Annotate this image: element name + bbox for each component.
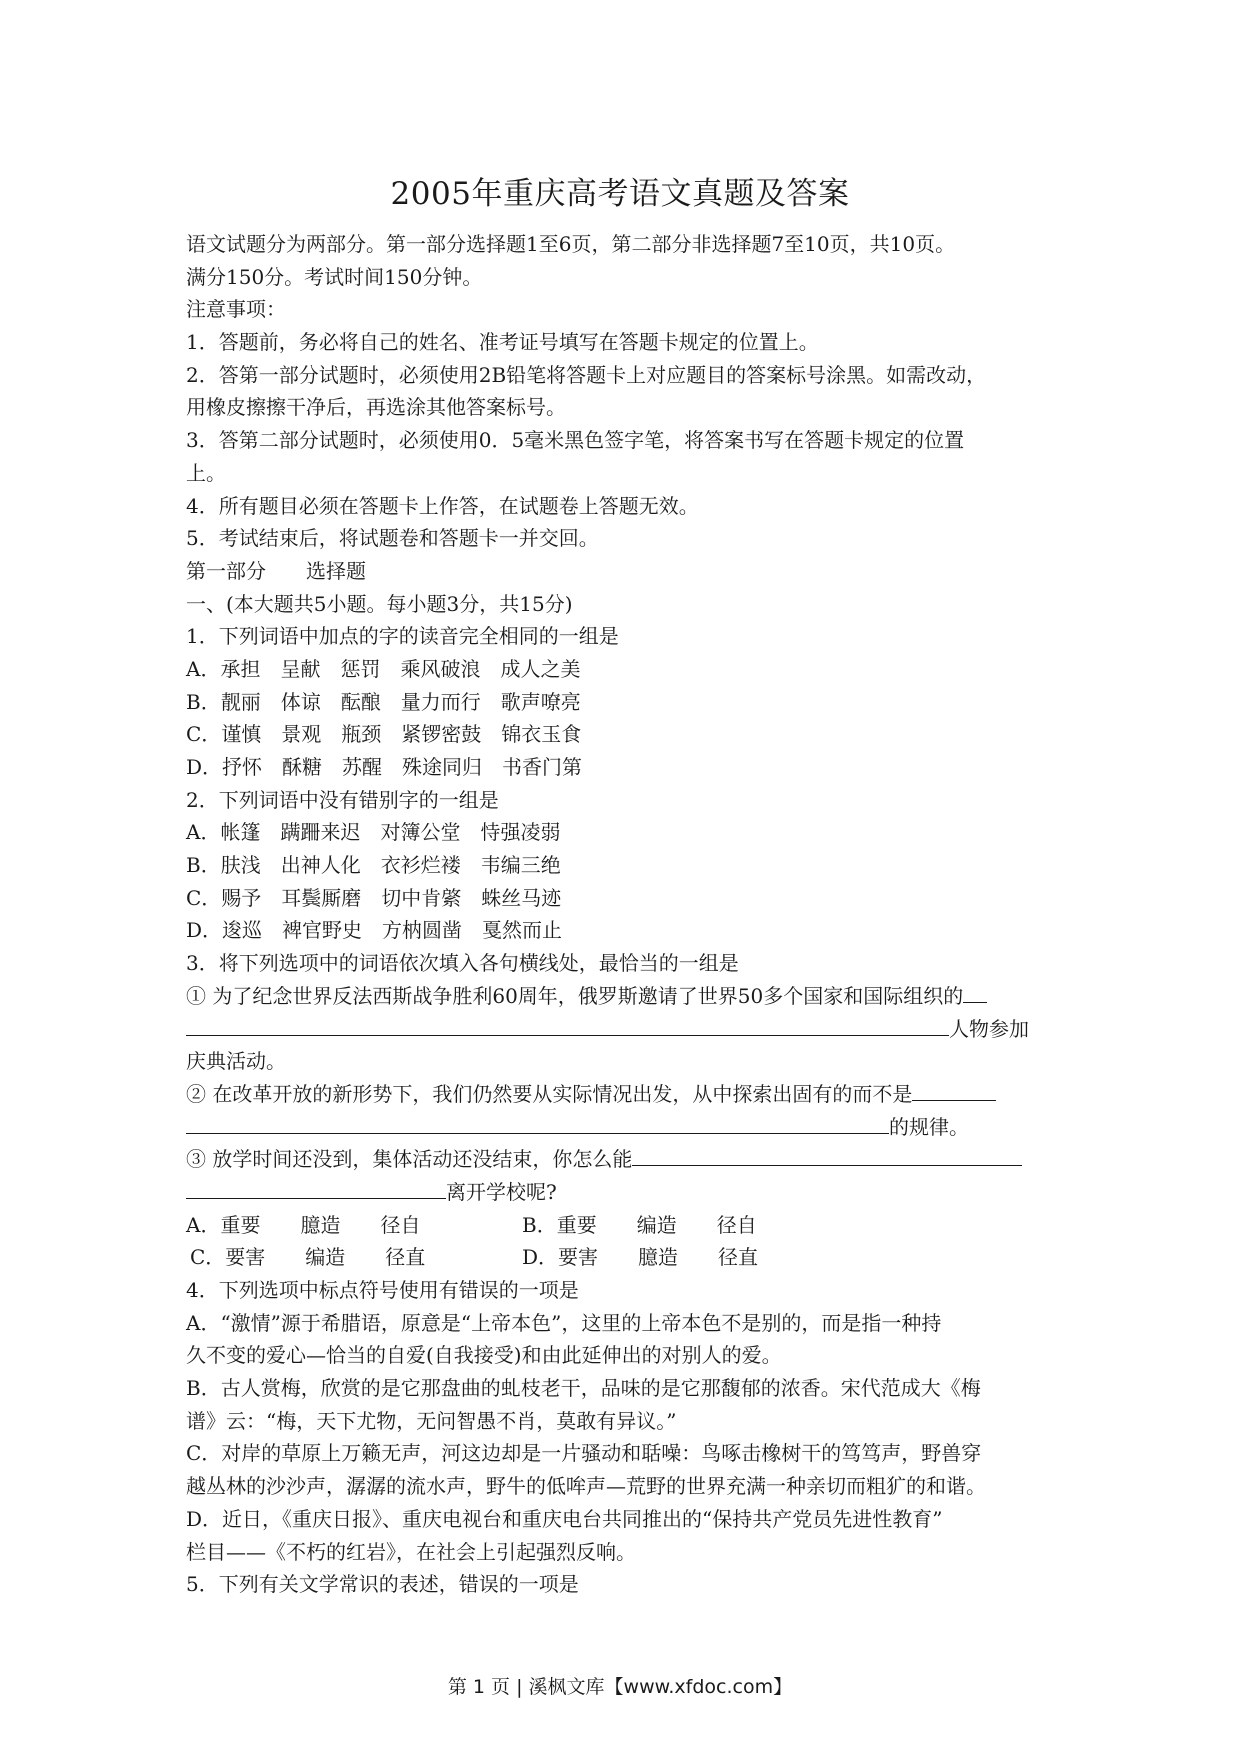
- question-4-option-d-cont: 栏目——《不朽的红岩》，在社会上引起强烈反响。: [186, 1539, 636, 1564]
- notice-item-4: 4．所有题目必须在答题卡上作答，在试题卷上答题无效。: [186, 493, 699, 518]
- intro-line-1: 语文试题分为两部分。第一部分选择题1至6页，第二部分非选择题7至10页，共10页。: [186, 232, 956, 256]
- question-1-option-b: B．靓丽 体谅 酝酿 量力而行 歌声嘹亮: [186, 689, 581, 714]
- question-3-options-row-1: [186, 1209, 1076, 1242]
- document-body: [186, 228, 1076, 1601]
- notice-item-3: 3．答第二部分试题时，必须使用0．5毫米黑色签字笔，将答案书写在答题卡规定的位置: [186, 428, 965, 453]
- question-3-sentence-3-cont: [186, 1176, 1076, 1209]
- question-3-stem: 3．将下列选项中的词语依次填入各句横线处，最恰当的一组是: [186, 951, 739, 976]
- question-3-sentence-1-end: 庆典活动。: [186, 1049, 286, 1074]
- question-1-option-c: C．谨慎 景观 瓶颈 紧锣密鼓 锦衣玉食: [186, 722, 582, 747]
- fill-blank-2a: [912, 1078, 996, 1101]
- question-4-option-b-cont: 谱》云：“梅，天下尤物，无问智愚不肖，莫敢有异议。”: [186, 1408, 677, 1433]
- notice-item-2: 2．答第一部分试题时，必须使用2B铅笔将答题卡上对应题目的答案标号涂黑。如需改动，: [186, 362, 987, 387]
- question-1-stem: 1．下列词语中加点的字的读音完全相同的一组是: [186, 624, 619, 649]
- question-4-option-d: D．近日，《重庆日报》、重庆电视台和重庆电台共同推出的“保持共产党员先进性教育”: [186, 1506, 943, 1531]
- notice-item-1: 1．答题前，务必将自己的姓名、准考证号填写在答题卡规定的位置上。: [186, 330, 819, 355]
- question-3-sentence-1: [186, 980, 1076, 1013]
- sentence-1-text: ① 为了纪念世界反法西斯战争胜利60周年，俄罗斯邀请了世界50多个国家和国际组织的: [186, 983, 964, 1008]
- question-2-option-c: C．赐予 耳鬓厮磨 切中肯綮 蛛丝马迹: [186, 885, 562, 910]
- question-3-sentence-1-cont: [186, 1013, 1076, 1046]
- intro-line-2: 满分150分。考试时间150分钟。: [186, 264, 483, 289]
- question-3-sentence-2-cont: [186, 1111, 1076, 1144]
- notice-item-2-cont: 用橡皮擦擦干净后，再选涂其他答案标号。: [186, 395, 566, 420]
- question-3-option-c: C．要害 编造 径直: [190, 1245, 426, 1270]
- question-1-option-d: D．抒怀 酥糖 苏醒 殊途同归 书香门第: [186, 755, 583, 779]
- notice-item-3-cont: 上。: [186, 460, 226, 485]
- page-title: 2005年重庆高考语文真题及答案: [390, 176, 850, 212]
- notice-heading: 注意事项：: [186, 297, 286, 322]
- page-footer: 第 1 页 | 溪枫文库【www.xfdoc.com】: [447, 1676, 793, 1698]
- section-heading: 一、(本大题共5小题。每小题3分，共15分): [186, 591, 573, 616]
- question-4-option-a: A．“激情”源于希腊语，原意是“上帝本色”，这里的上帝本色不是别的，而是指一种持: [186, 1310, 942, 1335]
- question-2-option-a: A．帐篷 蹒跚来迟 对簿公堂 恃强凌弱: [186, 820, 561, 845]
- notice-item-5: 5．考试结束后，将试题卷和答题卡一并交回。: [186, 526, 599, 551]
- question-4-option-c-cont: 越丛林的沙沙声，潺潺的流水声，野牛的低哞声—荒野的世界充满一种亲切而粗犷的和谐。: [186, 1474, 986, 1499]
- question-4-option-b: B．古人赏梅，欣赏的是它那盘曲的虬枝老干，品味的是它那馥郁的浓香。宋代范成大《梅: [186, 1376, 981, 1401]
- part-heading: 第一部分 选择题: [186, 558, 366, 583]
- sentence-3-tail: 离开学校呢?: [446, 1179, 557, 1204]
- question-3-sentence-3: [186, 1143, 1076, 1176]
- question-3-option-b: B．重要 编造 径自: [522, 1212, 757, 1237]
- fill-blank-2b: [186, 1111, 889, 1134]
- question-3-option-d: D．要害 臆造 径直: [522, 1245, 759, 1270]
- question-1-option-a: A．承担 呈献 惩罚 乘风破浪 成人之美: [186, 656, 581, 681]
- sentence-1-tail: 人物参加: [949, 1016, 1029, 1041]
- sentence-2-tail: 的规律。: [889, 1114, 969, 1139]
- question-3-option-a: A．重要 臆造 径自: [186, 1212, 421, 1237]
- sentence-2-text: ② 在改革开放的新形势下，我们仍然要从实际情况出发，从中探索出固有的而不是: [186, 1081, 913, 1106]
- question-3-sentence-2: [186, 1078, 1076, 1111]
- fill-blank-3b: [186, 1176, 446, 1199]
- fill-blank-1a: [963, 980, 987, 1003]
- question-3-options-row-2: [186, 1241, 1076, 1274]
- question-4-stem: 4．下列选项中标点符号使用有错误的一项是: [186, 1278, 579, 1302]
- sentence-3-text: ③ 放学时间还没到，集体活动还没结束，你怎么能: [186, 1147, 633, 1172]
- question-4-option-c: C．对岸的草原上万籁无声，河这边却是一片骚动和聒噪：鸟啄击橡树干的笃笃声，野兽穿: [186, 1441, 982, 1466]
- fill-blank-1b: [186, 1013, 949, 1036]
- question-4-option-a-cont: 久不变的爱心—恰当的自爱(自我接受)和由此延伸出的对别人的爱。: [186, 1343, 782, 1368]
- question-2-option-d: D．逡巡 裨官野史 方枘圆凿 戛然而止: [186, 918, 563, 943]
- fill-blank-3a: [632, 1143, 1022, 1166]
- question-5-stem: 5．下列有关文学常识的表述，错误的一项是: [186, 1572, 579, 1597]
- question-2-option-b: B．肤浅 出神人化 衣衫烂褛 韦编三绝: [186, 853, 561, 878]
- question-2-stem: 2．下列词语中没有错别字的一组是: [186, 787, 499, 812]
